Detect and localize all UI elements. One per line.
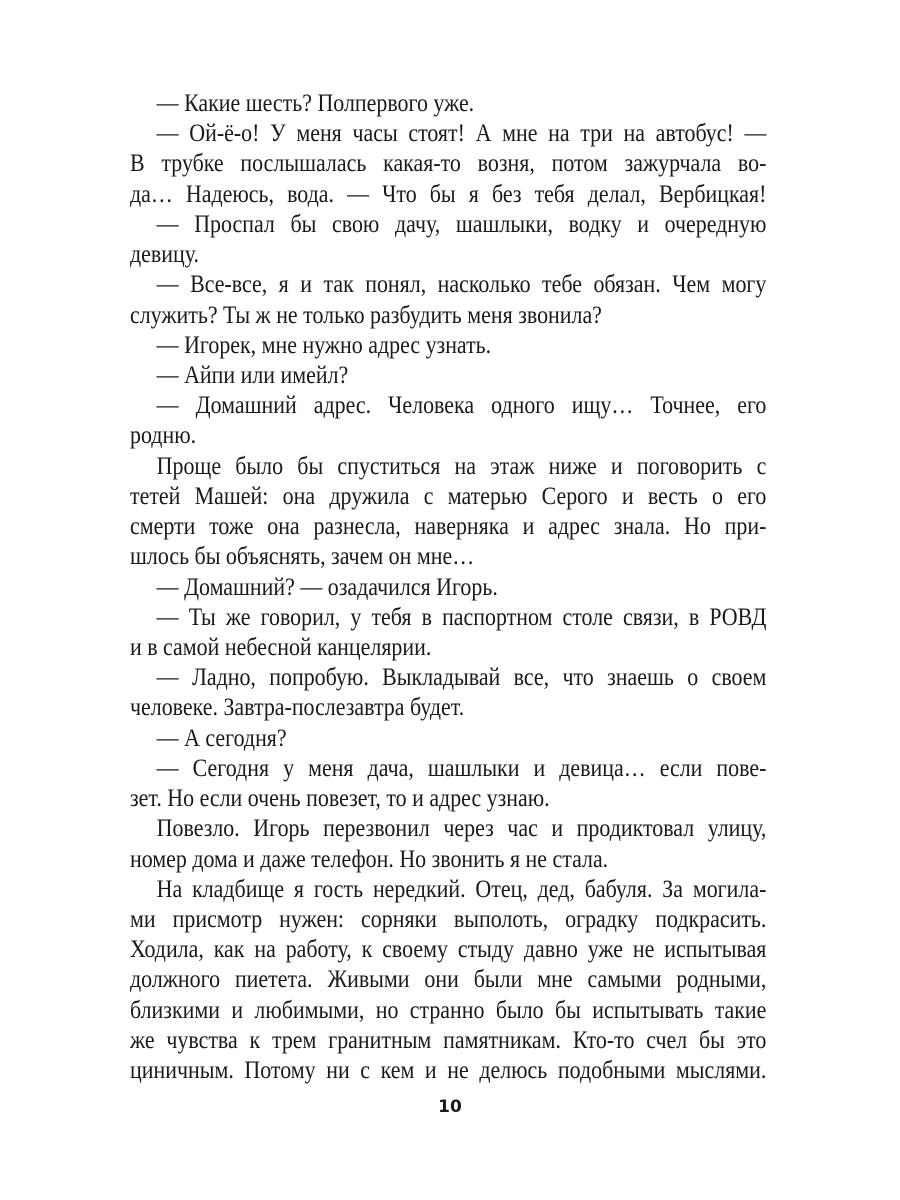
text-line: — Домашний? — озадачился Игорь. <box>156 571 498 601</box>
text-line: шлось бы объяснять, зачем он мне… <box>130 541 475 571</box>
text-line: Повезло. Игорь перезвонил через час и продиктовал улицу, <box>156 813 767 843</box>
text-line: Ходила, как на работу, к своему стыду давно уже не испытывая <box>130 934 767 964</box>
text-line: — Ой-ё-о! У меня часы стоят! А мне на три на автобус! — <box>156 118 767 148</box>
text-line: — Проспал бы свою дачу, шашлыки, водку и очередную <box>156 208 767 238</box>
text-line: девицу. <box>130 239 199 269</box>
text-line: — Игорек, мне нужно адрес узнать. <box>156 329 492 359</box>
text-line: родню. <box>130 420 197 450</box>
text-line: тетей Машей: она дружила с матерью Серого и весть о его <box>130 480 767 510</box>
text-line: и в самой небесной канцелярии. <box>130 632 432 661</box>
text-line: Проще было бы спуститься на этаж ниже и поговорить с <box>156 450 767 480</box>
text-line: — Какие шесть? Полпервого уже. <box>156 88 475 117</box>
text-line: — Все-все, я и так понял, насколько тебе обязан. Чем могу <box>156 269 767 299</box>
text-line: зет. Но если очень повезет, то и адрес узнаю. <box>130 783 550 813</box>
text-line: же чувства к трем гранитным памятникам. Кто-то счел бы это <box>130 1024 767 1054</box>
text-line: ми присмотр нужен: сорняки выполоть, оградку подкрасить. <box>130 903 767 933</box>
text-line: В трубке послышалась какая-то возня, потом зажурчала во- <box>130 148 767 178</box>
text-line: должного пиетета. Живыми они были мне самыми родными, <box>130 964 767 994</box>
text-line: служить? Ты ж не только разбудить меня звонила? <box>130 299 602 329</box>
text-line: циничным. Потому ни с кем и не делюсь подобными мыслями. <box>130 1055 767 1084</box>
text-line: — Айпи или имейл? <box>156 360 349 389</box>
text-line: близкими и любимыми, но странно было бы испытывать такие <box>130 994 767 1024</box>
text-line: — А сегодня? <box>156 722 287 752</box>
text-line: смерти тоже она разнесла, наверняка и адрес знала. Но при- <box>130 511 767 541</box>
text-line: — Сегодня у меня дача, шашлыки и девица… если пове- <box>156 752 767 782</box>
text-line: На кладбище я гость нередкий. Отец, дед, бабуля. За могила- <box>156 873 767 903</box>
text-line: да… Надеюсь, вода. — Что бы я без тебя делал, Вербицкая! <box>130 178 767 208</box>
page-number: 10 <box>438 1097 462 1117</box>
text-line: — Домашний адрес. Человека одного ищу… Точнее, его <box>156 390 767 420</box>
text-line: человеке. Завтра-послезавтра будет. <box>130 692 465 722</box>
text-line: — Ладно, попробую. Выкладывай все, что знаешь о своем <box>156 662 767 692</box>
text-line: — Ты же говорил, у тебя в паспортном столе связи, в РОВД <box>156 601 767 631</box>
text-line: номер дома и даже телефон. Но звонить я не стала. <box>130 843 609 873</box>
